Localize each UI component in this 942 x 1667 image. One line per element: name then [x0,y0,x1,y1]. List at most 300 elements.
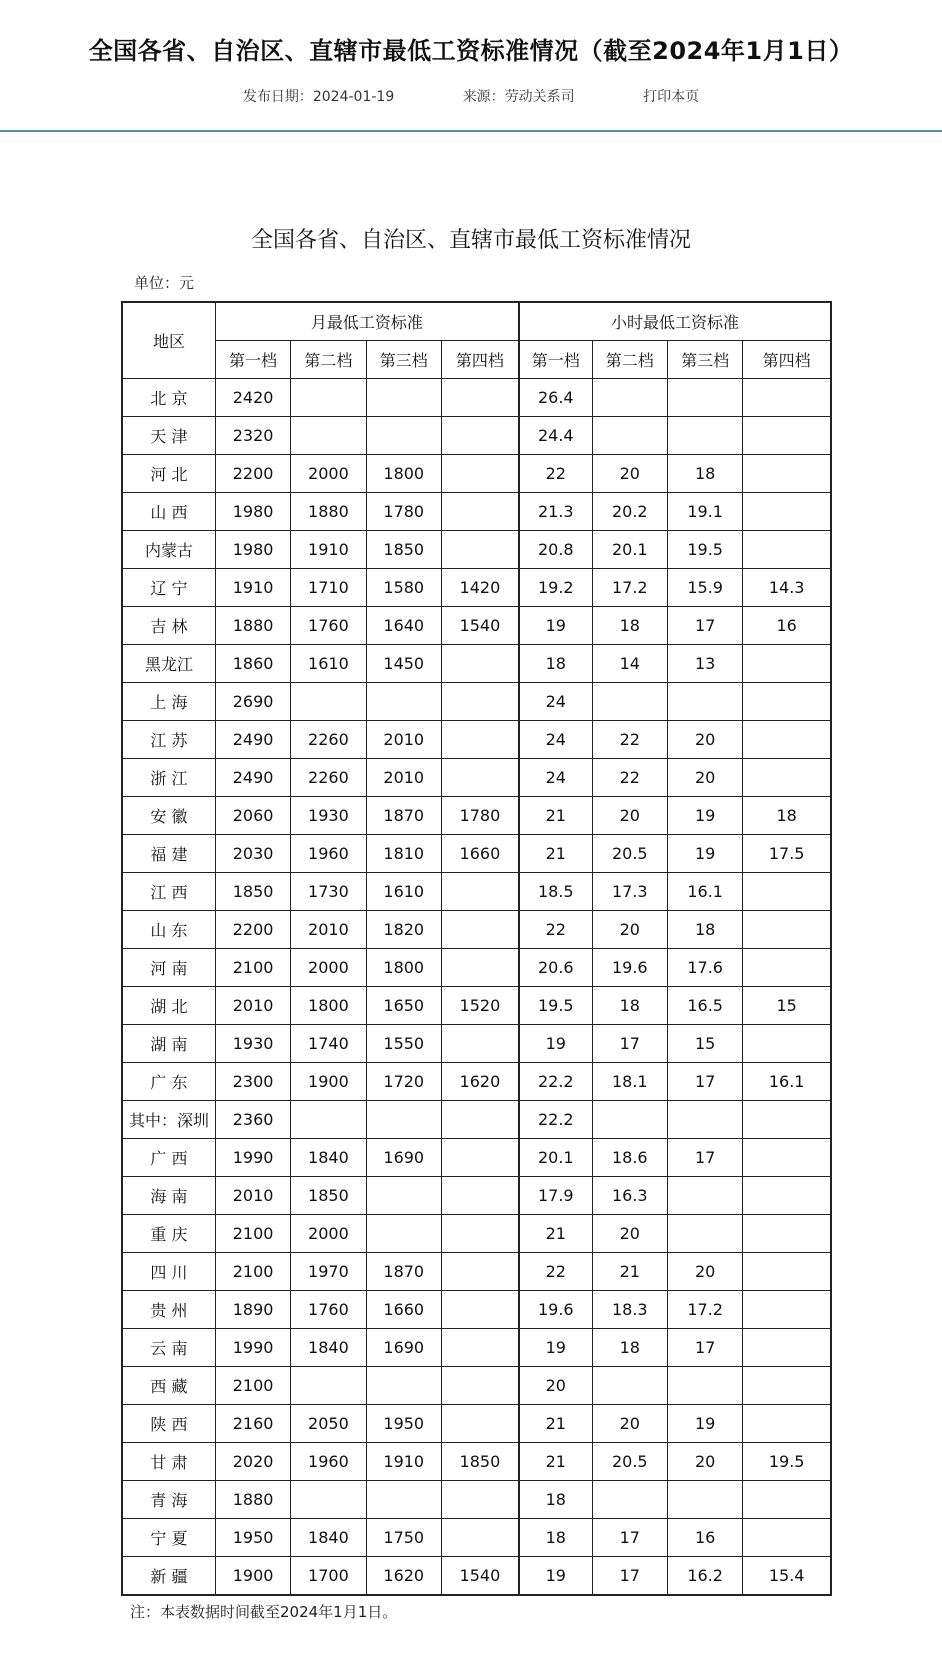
monthly-wage-cell: 1420 [441,569,518,607]
monthly-wage-cell: 1860 [215,645,290,683]
hourly-wage-cell [743,531,831,569]
monthly-wage-cell [441,949,518,987]
hourly-wage-cell: 17.3 [592,873,667,911]
monthly-wage-cell: 1690 [366,1329,441,1367]
page-header [0,0,942,132]
hourly-wage-cell [667,1367,742,1405]
monthly-wage-cell: 1620 [366,1557,441,1596]
table-row [122,1481,831,1519]
region-cell: 福 建 [122,835,215,873]
region-cell: 西 藏 [122,1367,215,1405]
monthly-wage-cell: 1980 [215,493,290,531]
hourly-wage-cell: 18 [592,987,667,1025]
hourly-wage-cell: 19.5 [519,987,592,1025]
region-cell: 广 西 [122,1139,215,1177]
hourly-wage-cell [743,379,831,417]
hourly-wage-cell: 16 [667,1519,742,1557]
hourly-wage-cell: 20.2 [592,493,667,531]
hourly-wage-cell [743,1215,831,1253]
hourly-wage-cell: 24 [519,721,592,759]
monthly-wage-cell: 1550 [366,1025,441,1063]
region-cell: 北 京 [122,379,215,417]
monthly-wage-cell: 1660 [366,1291,441,1329]
hourly-wage-cell: 19.5 [743,1443,831,1481]
table-row [122,1215,831,1253]
hourly-wage-cell: 22 [592,759,667,797]
hourly-wage-cell: 19 [667,797,742,835]
source-value: 劳动关系司 [504,89,575,105]
hourly-wage-cell [743,873,831,911]
monthly-wage-cell: 1780 [441,797,518,835]
monthly-wage-cell: 1650 [366,987,441,1025]
hourly-wage-cell: 18 [592,1329,667,1367]
monthly-wage-cell: 1930 [215,1025,290,1063]
monthly-wage-cell: 1620 [441,1063,518,1101]
monthly-wage-cell: 1800 [366,949,441,987]
hourly-wage-cell: 19.5 [667,531,742,569]
hourly-wage-cell: 24.4 [519,417,592,455]
hourly-wage-cell: 21 [519,797,592,835]
table-row [122,759,831,797]
monthly-wage-cell [291,1481,366,1519]
monthly-wage-cell: 2100 [215,949,290,987]
region-cell: 云 南 [122,1329,215,1367]
monthly-wage-cell: 1690 [366,1139,441,1177]
monthly-wage-cell: 1840 [291,1519,366,1557]
monthly-wage-cell: 1800 [291,987,366,1025]
hourly-wage-cell [743,493,831,531]
monthly-wage-cell: 2100 [215,1367,290,1405]
monthly-wage-cell: 1870 [366,1253,441,1291]
hourly-wage-cell [667,1481,742,1519]
hourly-wage-cell [743,1405,831,1443]
monthly-tier-header: 第四档 [441,341,518,379]
region-cell: 安 徽 [122,797,215,835]
monthly-wage-cell: 1960 [291,1443,366,1481]
monthly-wage-cell [441,1177,518,1215]
monthly-wage-cell [441,1367,518,1405]
hourly-wage-cell [743,1253,831,1291]
monthly-wage-cell: 2160 [215,1405,290,1443]
monthly-wage-cell: 1730 [291,873,366,911]
monthly-wage-cell: 1810 [366,835,441,873]
monthly-wage-cell: 1960 [291,835,366,873]
hourly-wage-cell: 18.1 [592,1063,667,1101]
monthly-wage-cell: 2260 [291,759,366,797]
monthly-wage-cell: 2490 [215,721,290,759]
monthly-wage-cell [441,1025,518,1063]
hourly-wage-cell: 21 [519,835,592,873]
monthly-wage-cell [441,1481,518,1519]
table-row [122,607,831,645]
monthly-wage-cell [366,379,441,417]
hourly-wage-cell: 18 [519,645,592,683]
monthly-wage-cell: 1840 [291,1329,366,1367]
region-cell: 宁 夏 [122,1519,215,1557]
hourly-wage-cell [743,455,831,493]
table-title: 全国各省、自治区、直辖市最低工资标准情况 [250,228,691,253]
monthly-wage-cell: 1540 [441,607,518,645]
hourly-wage-cell: 15.4 [743,1557,831,1596]
hourly-wage-cell: 18 [667,455,742,493]
hourly-wage-cell: 17.6 [667,949,742,987]
monthly-wage-cell: 1760 [291,1291,366,1329]
hourly-wage-cell: 17 [667,1139,742,1177]
hourly-wage-cell: 14.3 [743,569,831,607]
page-title: 全国各省、自治区、直辖市最低工资标准情况（截至2024年1月1日） [88,37,854,65]
region-cell: 吉 林 [122,607,215,645]
region-cell: 湖 北 [122,987,215,1025]
footnote: 注：本表数据时间截至2024年1月1日。 [130,1603,398,1621]
hourly-wage-cell [743,1367,831,1405]
region-cell: 山 东 [122,911,215,949]
monthly-wage-cell [441,645,518,683]
table-row [122,1405,831,1443]
monthly-wage-cell: 2030 [215,835,290,873]
monthly-wage-cell: 2000 [291,949,366,987]
hourly-wage-cell: 20 [592,797,667,835]
hourly-wage-cell [592,1367,667,1405]
monthly-wage-cell: 1930 [291,797,366,835]
monthly-wage-cell: 1850 [215,873,290,911]
hourly-wage-cell: 26.4 [519,379,592,417]
hourly-wage-cell: 18.6 [592,1139,667,1177]
monthly-wage-cell: 2010 [366,759,441,797]
hourly-wage-cell: 22 [592,721,667,759]
hourly-wage-cell: 20 [592,1215,667,1253]
monthly-wage-cell: 1910 [215,569,290,607]
region-cell: 新 疆 [122,1557,215,1596]
hourly-wage-cell [743,1519,831,1557]
region-cell: 江 西 [122,873,215,911]
hourly-wage-cell: 18 [743,797,831,835]
monthly-wage-cell [366,1177,441,1215]
monthly-wage-cell: 2690 [215,683,290,721]
monthly-wage-cell [441,531,518,569]
hourly-wage-cell: 17 [667,607,742,645]
hourly-wage-cell: 20.5 [592,1443,667,1481]
table-row [122,1367,831,1405]
monthly-wage-cell [291,1101,366,1139]
monthly-wage-cell: 1850 [291,1177,366,1215]
table-header-row-2 [122,341,831,379]
monthly-wage-cell [441,1291,518,1329]
hourly-wage-cell: 16.5 [667,987,742,1025]
hourly-wage-cell [743,949,831,987]
source [463,88,575,106]
monthly-wage-cell: 1700 [291,1557,366,1596]
hourly-wage-cell: 17 [592,1025,667,1063]
monthly-wage-cell [441,493,518,531]
monthly-wage-cell: 1890 [215,1291,290,1329]
monthly-wage-cell [441,1215,518,1253]
monthly-wage-cell: 1950 [215,1519,290,1557]
hourly-wage-cell [743,683,831,721]
table-body [122,379,831,1596]
hourly-wage-cell: 18 [592,607,667,645]
monthly-wage-cell: 1720 [366,1063,441,1101]
hourly-wage-cell: 18.3 [592,1291,667,1329]
monthly-wage-cell [291,1367,366,1405]
monthly-wage-cell: 2000 [291,455,366,493]
hourly-wage-cell: 17.9 [519,1177,592,1215]
monthly-wage-cell [441,1329,518,1367]
monthly-wage-cell: 1980 [215,531,290,569]
hourly-wage-cell: 22 [519,1253,592,1291]
hourly-wage-cell: 20 [667,759,742,797]
hourly-wage-cell: 21 [519,1405,592,1443]
monthly-tier-header: 第二档 [291,341,366,379]
hourly-wage-cell: 17 [667,1063,742,1101]
monthly-wage-cell: 1580 [366,569,441,607]
monthly-wage-cell: 1610 [291,645,366,683]
table-row [122,569,831,607]
table-row [122,1519,831,1557]
region-cell: 河 南 [122,949,215,987]
hourly-wage-cell [743,1139,831,1177]
hourly-wage-cell: 18 [519,1519,592,1557]
unit-label: 单位：元 [134,274,195,292]
hourly-wage-cell: 16 [743,607,831,645]
hourly-wage-cell: 22 [519,455,592,493]
hourly-wage-cell: 19 [519,1557,592,1596]
hourly-wage-cell: 16.2 [667,1557,742,1596]
monthly-wage-cell: 1640 [366,607,441,645]
monthly-wage-cell: 1880 [215,607,290,645]
monthly-wage-cell [441,911,518,949]
monthly-wage-cell [441,721,518,759]
table-row [122,1063,831,1101]
region-cell: 重 庆 [122,1215,215,1253]
monthly-wage-cell: 1540 [441,1557,518,1596]
monthly-wage-cell: 1780 [366,493,441,531]
monthly-wage-cell: 1910 [366,1443,441,1481]
hourly-wage-cell: 21 [519,1215,592,1253]
hourly-wage-cell: 17.5 [743,835,831,873]
hourly-wage-cell [667,683,742,721]
region-cell: 其中：深圳 [122,1101,215,1139]
monthly-wage-cell: 2010 [215,987,290,1025]
hourly-wage-cell: 22.2 [519,1101,592,1139]
region-cell: 内蒙古 [122,531,215,569]
monthly-wage-cell: 2490 [215,759,290,797]
print-page-link[interactable]: 打印本页 [643,89,700,105]
monthly-wage-cell [366,1101,441,1139]
monthly-wage-cell: 2010 [215,1177,290,1215]
table-row [122,1025,831,1063]
monthly-wage-cell [441,1253,518,1291]
region-cell: 四 川 [122,1253,215,1291]
hourly-wage-cell: 19 [667,1405,742,1443]
monthly-wage-cell [441,759,518,797]
monthly-wage-cell: 1990 [215,1329,290,1367]
hourly-wage-cell: 20.1 [592,531,667,569]
monthly-wage-cell: 2420 [215,379,290,417]
monthly-wage-cell [441,683,518,721]
region-cell: 河 北 [122,455,215,493]
hourly-wage-cell [667,417,742,455]
region-cell: 贵 州 [122,1291,215,1329]
hourly-wage-cell [743,721,831,759]
hourly-wage-cell: 17.2 [667,1291,742,1329]
monthly-wage-cell: 1990 [215,1139,290,1177]
monthly-wage-cell: 2100 [215,1253,290,1291]
hourly-wage-cell: 22.2 [519,1063,592,1101]
table-row [122,911,831,949]
monthly-wage-cell [441,1139,518,1177]
hourly-wage-cell: 19.1 [667,493,742,531]
region-cell: 青 海 [122,1481,215,1519]
monthly-wage-cell: 1520 [441,987,518,1025]
table-row [122,1101,831,1139]
hourly-wage-cell [743,759,831,797]
hourly-wage-cell: 19 [519,607,592,645]
hourly-wage-cell [667,1177,742,1215]
hourly-wage-cell: 19 [667,835,742,873]
publish-date [243,88,394,106]
monthly-wage-cell: 1820 [366,911,441,949]
monthly-wage-cell: 2020 [215,1443,290,1481]
table-row [122,417,831,455]
hourly-wage-cell [743,645,831,683]
table-row [122,1253,831,1291]
hourly-wage-cell: 18 [519,1481,592,1519]
monthly-wage-cell: 1850 [366,531,441,569]
table-row [122,379,831,417]
hourly-wage-cell: 21 [519,1443,592,1481]
region-cell: 浙 江 [122,759,215,797]
table-row [122,1139,831,1177]
monthly-wage-cell: 2060 [215,797,290,835]
monthly-wage-cell [441,873,518,911]
monthly-wage-cell: 1870 [366,797,441,835]
publish-date-label: 发布日期： [242,89,313,105]
monthly-wage-cell: 1750 [366,1519,441,1557]
hourly-wage-cell: 15.9 [667,569,742,607]
monthly-tier-header: 第一档 [215,341,290,379]
hourly-tier-header: 第四档 [743,341,831,379]
monthly-wage-cell [291,683,366,721]
hourly-wage-cell: 20 [519,1367,592,1405]
hourly-wage-cell: 20.5 [592,835,667,873]
monthly-wage-cell: 2050 [291,1405,366,1443]
hourly-wage-cell: 17 [592,1519,667,1557]
hourly-wage-cell: 19.6 [519,1291,592,1329]
hourly-wage-cell [743,911,831,949]
hourly-wage-cell: 20 [667,1443,742,1481]
hourly-wage-cell [743,417,831,455]
monthly-wage-cell: 1880 [215,1481,290,1519]
hourly-wage-cell: 22 [519,911,592,949]
table-row [122,721,831,759]
monthly-wage-cell: 1450 [366,645,441,683]
region-cell: 辽 宁 [122,569,215,607]
hourly-wage-cell [743,1025,831,1063]
monthly-wage-cell: 1910 [291,531,366,569]
monthly-wage-cell: 1970 [291,1253,366,1291]
table-row [122,873,831,911]
hourly-wage-cell: 15 [667,1025,742,1063]
hourly-wage-cell [743,1291,831,1329]
hourly-wage-cell: 16.3 [592,1177,667,1215]
hourly-wage-cell [592,379,667,417]
hourly-wage-cell: 24 [519,759,592,797]
monthly-wage-cell [291,379,366,417]
table-row [122,1443,831,1481]
monthly-wage-cell: 1660 [441,835,518,873]
monthly-wage-cell: 2200 [215,455,290,493]
region-cell: 江 苏 [122,721,215,759]
table-row [122,683,831,721]
monthly-wage-cell: 1800 [366,455,441,493]
table-row [122,531,831,569]
monthly-wage-cell: 1840 [291,1139,366,1177]
table-row [122,1177,831,1215]
hourly-wage-cell: 19 [519,1025,592,1063]
monthly-wage-cell [441,1101,518,1139]
hourly-wage-cell: 19.6 [592,949,667,987]
hourly-wage-cell [592,683,667,721]
hourly-wage-cell: 20 [592,911,667,949]
table-row [122,987,831,1025]
hourly-wage-cell [743,1177,831,1215]
hourly-wage-cell: 18.5 [519,873,592,911]
monthly-wage-cell [291,417,366,455]
hourly-wage-cell: 17 [667,1329,742,1367]
region-cell: 黑龙江 [122,645,215,683]
monthly-wage-cell: 1710 [291,569,366,607]
hourly-wage-cell: 16.1 [743,1063,831,1101]
monthly-wage-cell [441,1519,518,1557]
monthly-wage-cell [366,1215,441,1253]
hourly-wage-cell: 15 [743,987,831,1025]
hourly-wage-cell: 21 [592,1253,667,1291]
hourly-wage-cell [743,1329,831,1367]
region-cell: 海 南 [122,1177,215,1215]
monthly-wage-cell [366,1367,441,1405]
monthly-wage-cell: 1610 [366,873,441,911]
table-row [122,645,831,683]
monthly-wage-cell: 1880 [291,493,366,531]
monthly-wage-cell: 2360 [215,1101,290,1139]
monthly-wage-cell: 1760 [291,607,366,645]
hourly-wage-cell [667,1101,742,1139]
hourly-wage-cell: 20 [667,1253,742,1291]
monthly-tier-header: 第三档 [366,341,441,379]
hourly-wage-cell [667,1215,742,1253]
hourly-tier-header: 第三档 [667,341,742,379]
monthly-wage-cell [441,455,518,493]
monthly-wage-cell: 1740 [291,1025,366,1063]
region-cell: 山 西 [122,493,215,531]
region-cell: 陕 西 [122,1405,215,1443]
monthly-wage-cell: 2100 [215,1215,290,1253]
table-row [122,949,831,987]
hourly-wage-cell: 21.3 [519,493,592,531]
wage-table [121,301,832,1596]
monthly-wage-cell: 1850 [441,1443,518,1481]
monthly-wage-cell: 2000 [291,1215,366,1253]
table-row [122,835,831,873]
hourly-wage-cell: 13 [667,645,742,683]
hourly-wage-cell: 17.2 [592,569,667,607]
source-label: 来源： [462,89,505,105]
monthly-wage-cell: 2260 [291,721,366,759]
hourly-wage-cell: 20 [592,1405,667,1443]
table-row [122,1329,831,1367]
monthly-header: 月最低工资标准 [215,302,519,341]
hourly-wage-cell: 14 [592,645,667,683]
